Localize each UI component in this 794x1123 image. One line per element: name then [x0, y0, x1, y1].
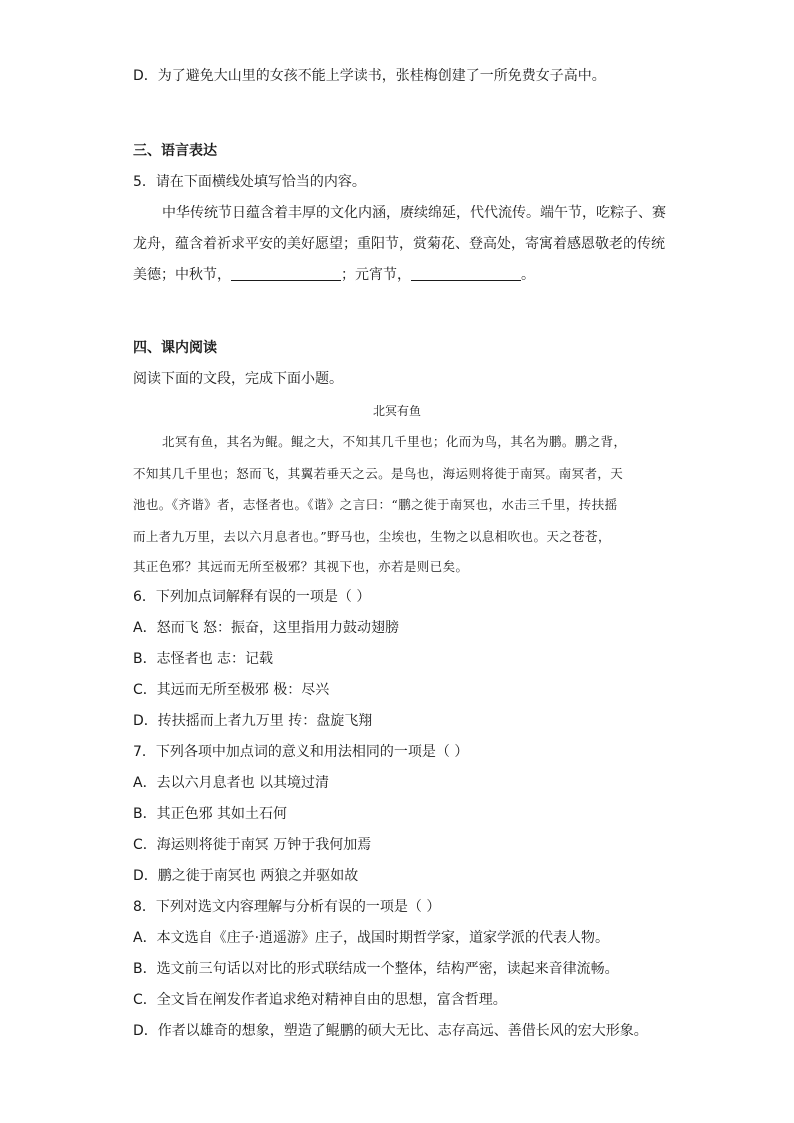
- q8-option-a: A．本文选自《庄子·逍遥游》庄子，战国时期哲学家，道家学派的代表人物。: [133, 930, 610, 946]
- q6-option-a: A．怒而飞 怒：振奋，这里指用力鼓动翅膀: [133, 620, 400, 636]
- q5-text-b: ；元宵节，: [341, 267, 411, 283]
- q4-option-d: D．为了避免大山里的女孩不能上学读书，张桂梅创建了一所免费女子高中。: [133, 68, 606, 84]
- passage-title: 北冥有鱼: [372, 404, 421, 418]
- q5-stem: 5．请在下面横线处填写恰当的内容。: [133, 174, 366, 190]
- answer-blank-lantern-festival[interactable]: [411, 266, 521, 281]
- q5-paragraph-line-1: 中华传统节日蕴含着丰厚的文化内涵，赓续绵延，代代流传。端午节，吃粽子、赛: [162, 205, 666, 221]
- passage-line: 北冥有鱼，其名为鲲。鲲之大，不知其几千里也；化而为鸟，其名为鹏。鹏之背，: [162, 434, 627, 449]
- q6-option-c: C．其远而无所至极邪 极：尽兴: [133, 682, 330, 698]
- passage-line: 其正色邪？其远而无所至极邪？其视下也，亦若是则已矣。: [133, 559, 469, 574]
- q7-option-a: A．去以六月息者也 以其境过清: [133, 775, 330, 791]
- q7-option-d: D．鹏之徙于南冥也 两狼之并驱如故: [133, 868, 359, 884]
- q6-option-b: B．志怪者也 志：记载: [133, 651, 274, 667]
- q6-option-d: D．抟扶摇而上者九万里 抟：盘旋飞翔: [133, 713, 373, 729]
- q5-paragraph-line-2: 龙舟，蕴含着祈求平安的美好愿望；重阳节，赏菊花、登高处，寄寓着感恩敬老的传统: [133, 236, 665, 252]
- q7-option-b: B．其正色邪 其如土石何: [133, 806, 288, 822]
- q8-option-d: D．作者以雄奇的想象，塑造了鲲鹏的硕大无比、志存高远、善借长风的宏大形象。: [133, 1023, 648, 1039]
- q5-text-c: 。: [521, 267, 535, 283]
- q8-option-b: B．选文前三句话以对比的形式联结成一个整体，结构严密，读起来音律流畅。: [133, 961, 619, 977]
- q8-stem: 8．下列对选文内容理解与分析有误的一项是（ ）: [133, 899, 441, 915]
- reading-instruction: 阅读下面的文段，完成下面小题。: [133, 371, 343, 387]
- answer-blank-mid-autumn[interactable]: [231, 266, 341, 281]
- section4-heading: 四、课内阅读: [133, 340, 217, 356]
- passage-line: 而上者九万里，去以六月息者也。”野马也，尘埃也，生物之以息相吹也。天之苍苍，: [133, 529, 611, 544]
- q5-paragraph-line-3: [133, 265, 535, 285]
- q7-option-c: C．海运则将徙于南冥 万钟于我何加焉: [133, 837, 372, 853]
- q7-stem: 7．下列各项中加点词的意义和用法相同的一项是（ ）: [133, 744, 469, 760]
- passage-line: 池也。《齐谐》者，志怪者也。《谐》之言曰：“鹏之徙于南冥也，水击三千里，抟扶摇: [133, 497, 618, 512]
- q5-text-a: 美德；中秋节，: [133, 267, 231, 283]
- passage-line: 不知其几千里也；怒而飞，其翼若垂天之云。是鸟也，海运则将徙于南冥。南冥者，天: [133, 466, 624, 481]
- section3-heading: 三、语言表达: [133, 143, 217, 159]
- q6-stem: 6．下列加点词解释有误的一项是（ ）: [133, 589, 371, 605]
- q8-option-c: C．全文旨在阐发作者追求绝对精神自由的思想，富含哲理。: [133, 992, 507, 1008]
